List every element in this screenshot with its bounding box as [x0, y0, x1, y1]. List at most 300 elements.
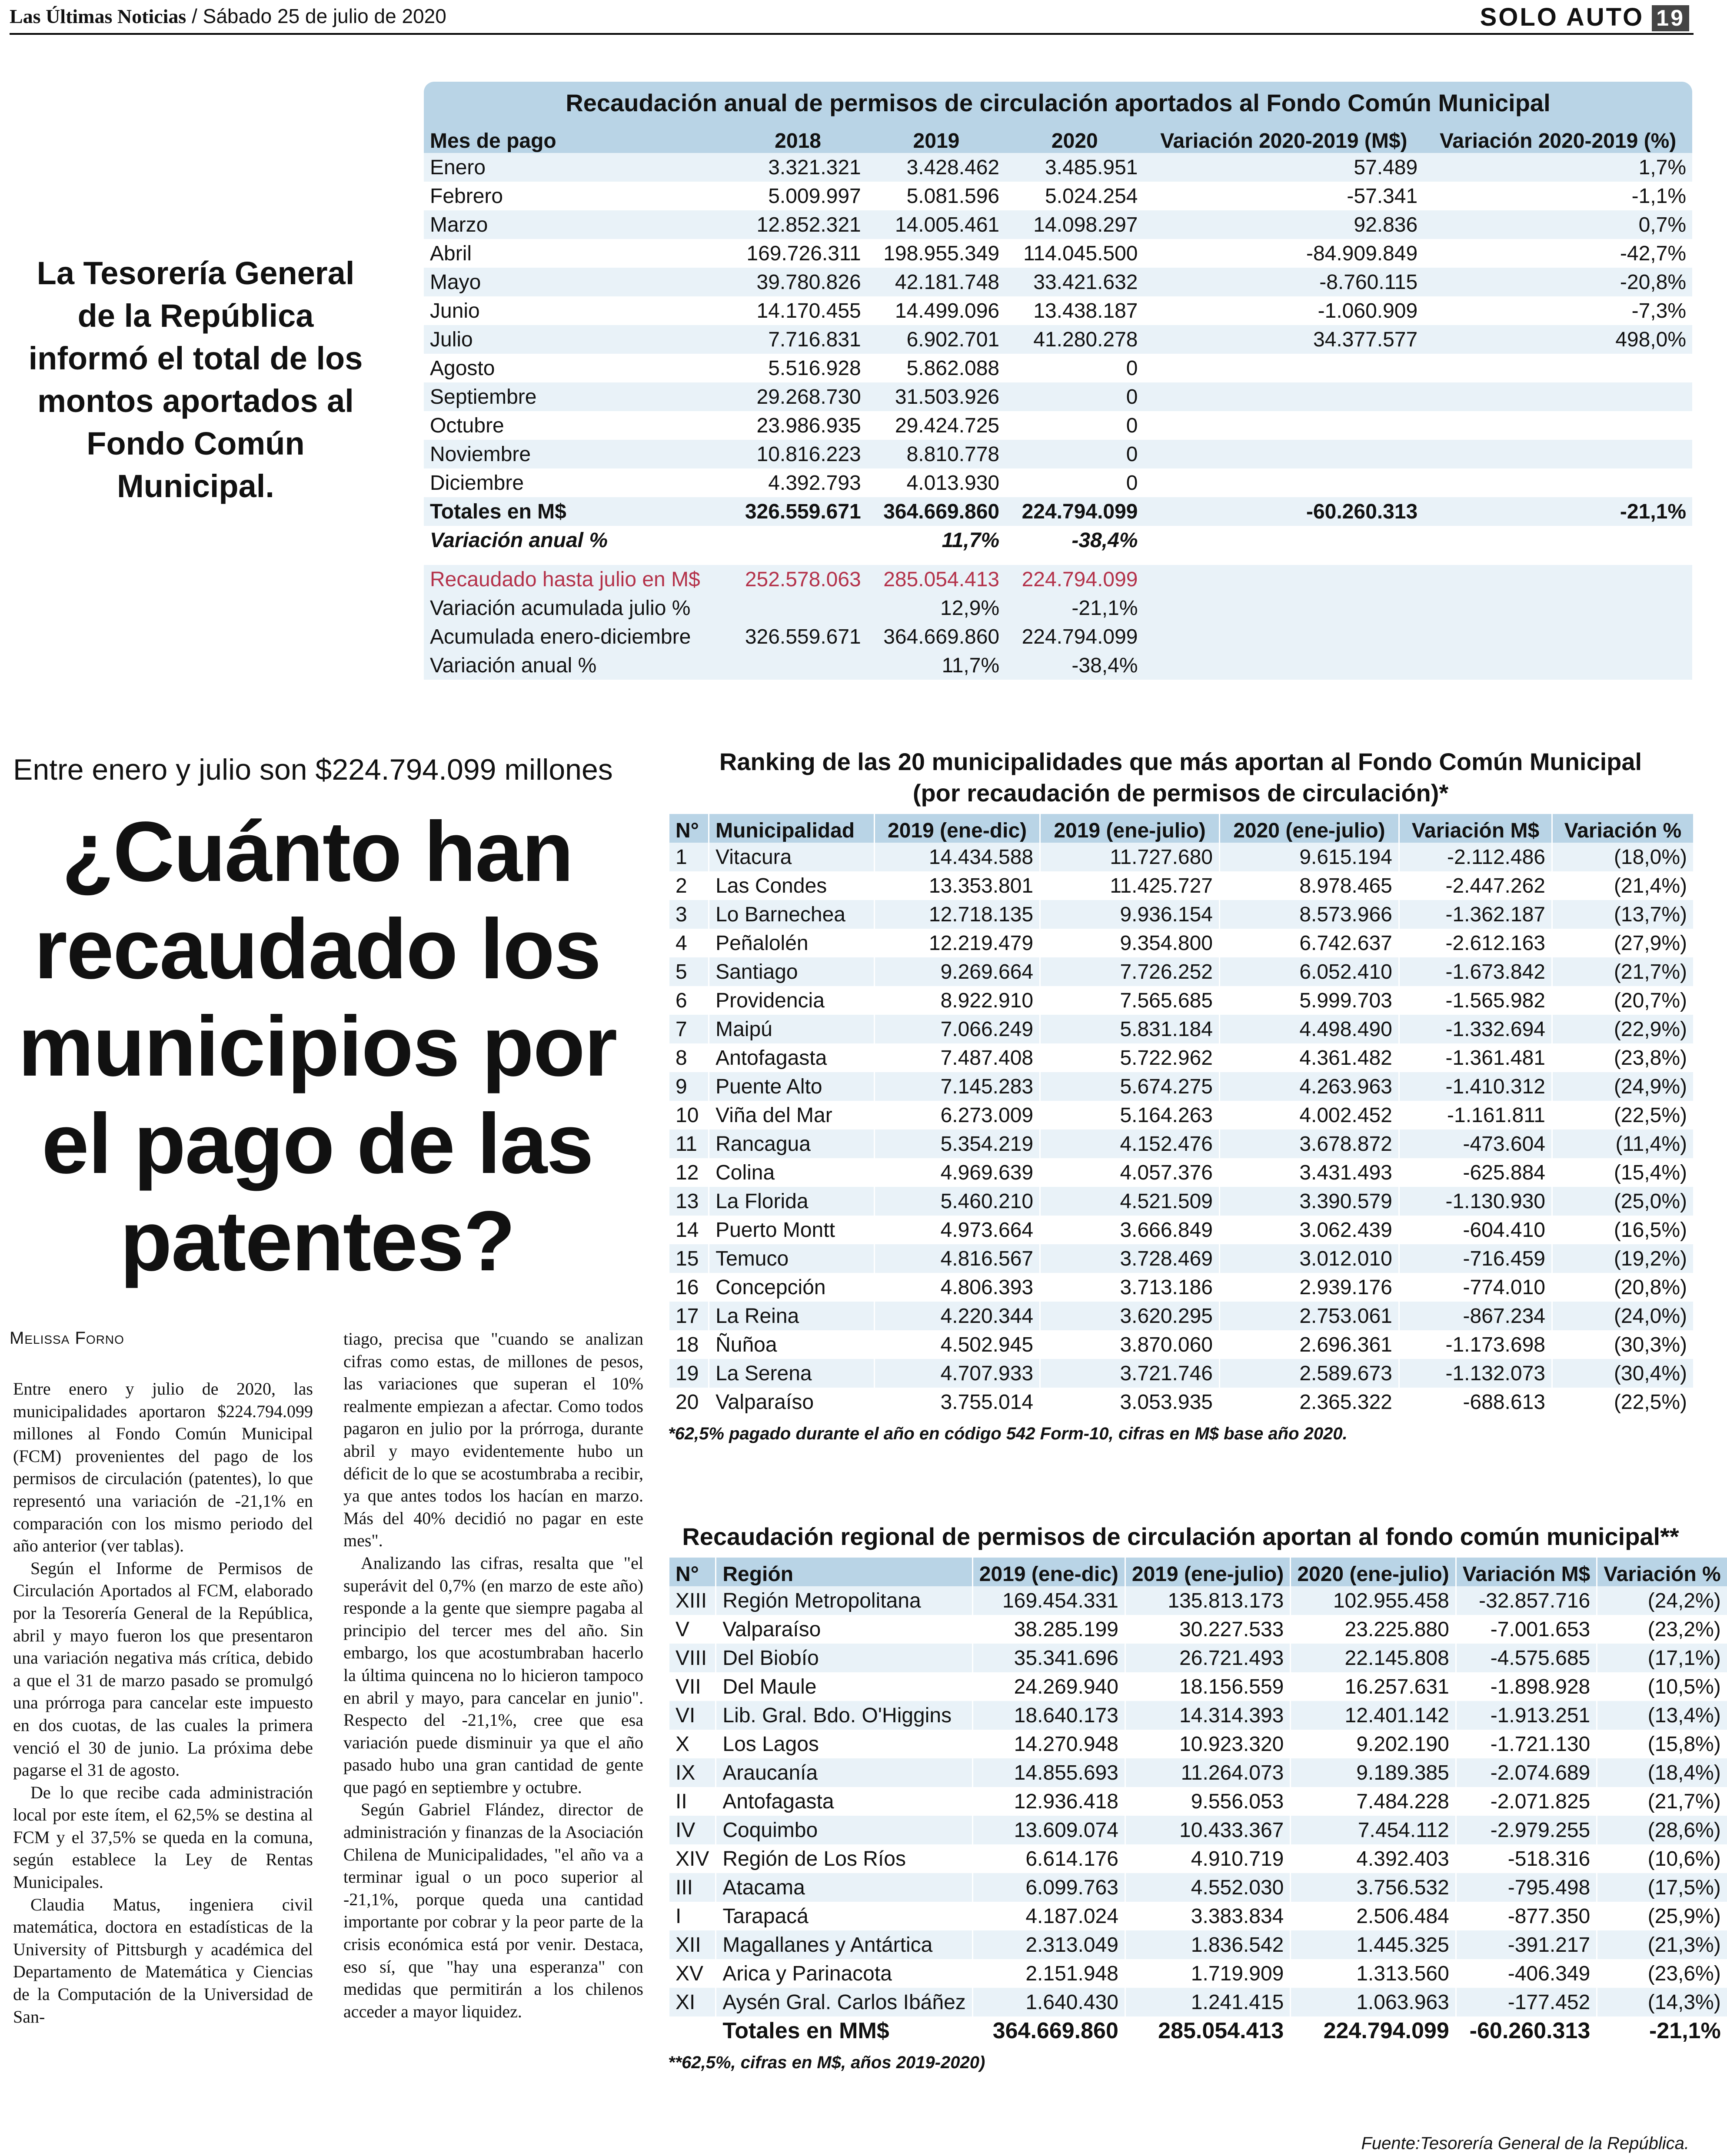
table-row — [669, 1388, 1694, 1416]
table-cell: -867.234 — [1399, 1302, 1552, 1330]
table-cell: Maipú — [709, 1015, 875, 1043]
table-cell: (20,7%) — [1552, 986, 1693, 1015]
table-cell: 114.045.500 — [1005, 239, 1144, 268]
table-row — [669, 1988, 1727, 2016]
table-cell: -21,1% — [1005, 594, 1144, 622]
table-cell: (16,5%) — [1552, 1216, 1693, 1244]
table-row — [669, 1216, 1694, 1244]
table-cell: 5 — [669, 957, 709, 986]
table-cell: 1 — [669, 843, 709, 871]
table-cell — [1144, 382, 1424, 411]
table-cell: VI — [669, 1701, 716, 1730]
table-row — [424, 411, 1692, 440]
article-paragraph: Según el Informe de Permisos de Circulación Aportados al FCM, elaborado por la Tesorería General de la República, abril y mayo fueron los que presentaron una variación negativa más crítica, debido a que el 31 de marzo pasado se promulgó una prórroga para cancelar este impuesto en dos cuotas, de las cuales la primera venció el 30 de junio. La próxima debe pagarse el 31 de agosto. — [13, 1558, 313, 1780]
table-cell: -406.349 — [1456, 1959, 1597, 1988]
table-cell: 102.955.458 — [1291, 1586, 1456, 1615]
table-cell: 24.269.940 — [972, 1672, 1125, 1701]
table-cell: La Florida — [709, 1187, 875, 1216]
table-cell: 31.503.926 — [867, 382, 1005, 411]
table-cell: XII — [669, 1930, 716, 1959]
table-cell: 4.973.664 — [875, 1216, 1040, 1244]
table-cell: 4.187.024 — [972, 1902, 1125, 1930]
table-cell: 22.145.808 — [1291, 1644, 1456, 1672]
table-body — [669, 843, 1694, 1416]
table-cell: Los Lagos — [716, 1730, 972, 1758]
table-cell: -21,1% — [1597, 2016, 1727, 2045]
table-cell: Aysén Gral. Carlos Ibáñez — [716, 1988, 972, 2016]
table-cell: 3.431.493 — [1219, 1158, 1399, 1187]
table-cell: 20 — [669, 1388, 709, 1416]
table-cell: 5.516.928 — [729, 354, 867, 382]
table-cell: 1.719.909 — [1125, 1959, 1290, 1988]
table-cell: (23,6%) — [1597, 1959, 1727, 1988]
table-cell: 12.401.142 — [1291, 1701, 1456, 1730]
table-cell: 224.794.099 — [1005, 497, 1144, 526]
annual-collection-table — [424, 82, 1692, 680]
table-cell: -84.909.849 — [1144, 239, 1424, 268]
table-cell — [1144, 651, 1424, 680]
table-cell: -1.173.698 — [1399, 1330, 1552, 1359]
table-cell — [729, 651, 867, 680]
table-cell: (21,3%) — [1597, 1930, 1727, 1959]
table-cell: 4 — [669, 929, 709, 957]
table-cell: VIII — [669, 1644, 716, 1672]
table-cell: (25,9%) — [1597, 1902, 1727, 1930]
table-row — [669, 1586, 1727, 1615]
table-cell: -2.112.486 — [1399, 843, 1552, 871]
table-cell: 5.024.254 — [1005, 182, 1144, 210]
table-cell: 8.573.966 — [1219, 900, 1399, 929]
table-cell: 4.969.639 — [875, 1158, 1040, 1187]
table-row — [669, 1302, 1694, 1330]
table-cell: 6.902.701 — [867, 325, 1005, 354]
table-cell: V — [669, 1615, 716, 1644]
table-cell: (27,9%) — [1552, 929, 1693, 957]
table-cell: (19,2%) — [1552, 1244, 1693, 1273]
table-cell: 9.615.194 — [1219, 843, 1399, 871]
table-row — [669, 957, 1694, 986]
table-cell: 3.321.321 — [729, 153, 867, 182]
table-cell: 29.268.730 — [729, 382, 867, 411]
table-cell: 498,0% — [1424, 325, 1692, 354]
table-cell: 39.780.826 — [729, 268, 867, 296]
table-cell: 5.460.210 — [875, 1187, 1040, 1216]
column-header: Variación 2020-2019 (M$) — [1144, 124, 1424, 153]
table-cell: 14.314.393 — [1125, 1701, 1290, 1730]
table-cell: Las Condes — [709, 871, 875, 900]
table-cell — [1424, 354, 1692, 382]
table-note: **62,5%, cifras en M$, años 2019-2020) — [668, 2053, 985, 2072]
column-header: 2020 — [1005, 124, 1144, 153]
table-cell: Noviembre — [424, 440, 729, 468]
column-header: Municipalidad — [709, 814, 875, 843]
table-cell: 4.002.452 — [1219, 1101, 1399, 1129]
table-cell: Santiago — [709, 957, 875, 986]
article-paragraph: Entre enero y julio de 2020, las municipalidades aportaron $224.794.099 millones al Fondo Común Municipal (FCM) provenientes del pago de los permisos de circulación (patentes), lo que representó una variación de -21,1% en comparación con los mismo periodo del año anterior (ver tablas). — [13, 1379, 313, 1556]
column-header: N° — [669, 814, 709, 843]
table-cell: 4.502.945 — [875, 1330, 1040, 1359]
table-cell: 1.241.415 — [1125, 1988, 1290, 2016]
table-cell: -32.857.716 — [1456, 1586, 1597, 1615]
table-cell: 34.377.577 — [1144, 325, 1424, 354]
table-cell: 364.669.860 — [972, 2016, 1125, 2045]
table-cell: XIV — [669, 1844, 716, 1873]
table-cell: -1.721.130 — [1456, 1730, 1597, 1758]
table-cell: 4.521.509 — [1040, 1187, 1220, 1216]
table-cell: 4.220.344 — [875, 1302, 1040, 1330]
table-cell: 41.280.278 — [1005, 325, 1144, 354]
table-cell: 3.053.935 — [1040, 1388, 1220, 1416]
table-cell: XV — [669, 1959, 716, 1988]
table-row — [669, 1672, 1727, 1701]
table-cell: -2.447.262 — [1399, 871, 1552, 900]
table-cell: 2.753.061 — [1219, 1302, 1399, 1330]
table-cell: Julio — [424, 325, 729, 354]
table-row — [669, 1844, 1727, 1873]
table-cell — [1144, 526, 1424, 555]
table-cell: Coquimbo — [716, 1816, 972, 1844]
table-cell: 5.354.219 — [875, 1129, 1040, 1158]
table-cell: Octubre — [424, 411, 729, 440]
table-header-row — [424, 124, 1692, 153]
table-cell — [1424, 468, 1692, 497]
table-cell: (22,5%) — [1552, 1101, 1693, 1129]
table-cell: Ñuñoa — [709, 1330, 875, 1359]
table-cell: -2.979.255 — [1456, 1816, 1597, 1844]
table-row — [669, 1930, 1727, 1959]
table-cell: 16 — [669, 1273, 709, 1302]
table-cell: Mayo — [424, 268, 729, 296]
table-cell — [1144, 622, 1424, 651]
table-cell: (10,6%) — [1597, 1844, 1727, 1873]
table-cell — [1144, 440, 1424, 468]
column-header: Variación % — [1552, 814, 1693, 843]
table-cell: 0 — [1005, 382, 1144, 411]
table-cell: 14.098.297 — [1005, 210, 1144, 239]
column-header: N° — [669, 1558, 716, 1586]
byline: Melissa Forno — [10, 1329, 124, 1348]
table-cell: 9.556.053 — [1125, 1787, 1290, 1816]
table-cell — [1144, 411, 1424, 440]
table-cell: Diciembre — [424, 468, 729, 497]
table-row — [424, 440, 1692, 468]
table-cell: 7.454.112 — [1291, 1816, 1456, 1844]
table-cell: Variación anual % — [424, 526, 729, 555]
table-cell: 1.640.430 — [972, 1988, 1125, 2016]
summary-row — [424, 622, 1692, 651]
table-cell: Rancagua — [709, 1129, 875, 1158]
table-cell: 3.755.014 — [875, 1388, 1040, 1416]
table-cell: (24,0%) — [1552, 1302, 1693, 1330]
table-body — [424, 153, 1692, 680]
spacer-cell — [424, 555, 1692, 565]
table-cell: 18 — [669, 1330, 709, 1359]
table-cell: Recaudado hasta julio en M$ — [424, 565, 729, 594]
table-cell: 19 — [669, 1359, 709, 1388]
table-cell: -38,4% — [1005, 651, 1144, 680]
table-cell: -1.362.187 — [1399, 900, 1552, 929]
table-cell: 3.756.532 — [1291, 1873, 1456, 1902]
table-cell: Del Biobío — [716, 1644, 972, 1672]
column-header: 2020 (ene-julio) — [1219, 814, 1399, 843]
table-row — [669, 1072, 1694, 1101]
table-cell — [1424, 565, 1692, 594]
table-cell: 224.794.099 — [1005, 565, 1144, 594]
table-cell: 13.353.801 — [875, 871, 1040, 900]
table-cell: 8.922.910 — [875, 986, 1040, 1015]
table-cell: Variación anual % — [424, 651, 729, 680]
table-cell: 4.707.933 — [875, 1359, 1040, 1388]
table-cell: 285.054.413 — [867, 565, 1005, 594]
table-cell: 12 — [669, 1158, 709, 1187]
table-row — [424, 153, 1692, 182]
publication-date: Sábado 25 de julio de 2020 — [203, 5, 446, 27]
table-cell: I — [669, 1902, 716, 1930]
table-cell: 5.831.184 — [1040, 1015, 1220, 1043]
table-cell: 42.181.748 — [867, 268, 1005, 296]
table-cell: 364.669.860 — [867, 497, 1005, 526]
table-cell — [1424, 411, 1692, 440]
table-cell: VII — [669, 1672, 716, 1701]
table-cell: 1,7% — [1424, 153, 1692, 182]
table-cell: Puente Alto — [709, 1072, 875, 1101]
table-cell: Providencia — [709, 986, 875, 1015]
table-cell: -1.332.694 — [1399, 1015, 1552, 1043]
table-cell: 23.986.935 — [729, 411, 867, 440]
table-cell: 135.813.173 — [1125, 1586, 1290, 1615]
table-cell: Marzo — [424, 210, 729, 239]
table-cell: (30,4%) — [1552, 1359, 1693, 1388]
table-row — [669, 1359, 1694, 1388]
column-header: Región — [716, 1558, 972, 1586]
table-cell: 7.066.249 — [875, 1015, 1040, 1043]
article-paragraph: tiago, precisa que "cuando se analizan cifras como estas, de millones de pesos, las variaciones que superan el 10% realmente empiezan a afectar. Como todos pagaron en julio por la prórroga, durante abril y mayo evidentemente hubo un déficit de lo que se acostumbraba a recibir, ya que antes todos los hacían en marzo. Más del 40% decidió no pagar en este mes". — [343, 1329, 643, 1551]
column-header: Variación % — [1597, 1558, 1727, 1586]
table-cell: 4.263.963 — [1219, 1072, 1399, 1101]
table-cell: XIII — [669, 1586, 716, 1615]
table-cell: Del Maule — [716, 1672, 972, 1701]
table-cell: Temuco — [709, 1244, 875, 1273]
table-cell: -1.673.842 — [1399, 957, 1552, 986]
table-cell: 4.013.930 — [867, 468, 1005, 497]
table-cell: 9.354.800 — [1040, 929, 1220, 957]
table-row — [669, 1244, 1694, 1273]
table-row — [669, 1015, 1694, 1043]
table-cell: -57.341 — [1144, 182, 1424, 210]
table-cell: 15 — [669, 1244, 709, 1273]
table-cell: -2.612.163 — [1399, 929, 1552, 957]
table-cell: 8 — [669, 1043, 709, 1072]
section-name: SOLO AUTO — [1480, 3, 1644, 31]
table-cell — [1424, 526, 1692, 555]
table-cell: -625.884 — [1399, 1158, 1552, 1187]
table-cell: (10,5%) — [1597, 1672, 1727, 1701]
table-cell: 3.012.010 — [1219, 1244, 1399, 1273]
table-cell: 3.721.746 — [1040, 1359, 1220, 1388]
table-row — [424, 325, 1692, 354]
table-cell: 3.713.186 — [1040, 1273, 1220, 1302]
table-cell: -795.498 — [1456, 1873, 1597, 1902]
table-cell: La Serena — [709, 1359, 875, 1388]
table-cell: II — [669, 1787, 716, 1816]
column-header: Variación M$ — [1399, 814, 1552, 843]
table-cell: -391.217 — [1456, 1930, 1597, 1959]
table-cell: 2.939.176 — [1219, 1273, 1399, 1302]
table-cell: 4.392.403 — [1291, 1844, 1456, 1873]
table-cell: -177.452 — [1456, 1988, 1597, 2016]
table-cell: (28,6%) — [1597, 1816, 1727, 1844]
table-cell: 5.862.088 — [867, 354, 1005, 382]
table-cell: 12.852.321 — [729, 210, 867, 239]
table-cell: (24,2%) — [1597, 1586, 1727, 1615]
table-row — [669, 1273, 1694, 1302]
table-cell: Peñalolén — [709, 929, 875, 957]
table-cell: -38,4% — [1005, 526, 1144, 555]
table-row — [669, 900, 1694, 929]
table-cell: 1.063.963 — [1291, 1988, 1456, 2016]
table-cell: Septiembre — [424, 382, 729, 411]
table-cell: 7 — [669, 1015, 709, 1043]
table-cell: Febrero — [424, 182, 729, 210]
summary-row — [424, 651, 1692, 680]
table-cell: (21,7%) — [1597, 1787, 1727, 1816]
table-cell: 4.910.719 — [1125, 1844, 1290, 1873]
column-header: Variación M$ — [1456, 1558, 1597, 1586]
column-header: 2019 (ene-dic) — [875, 814, 1040, 843]
table-cell: 29.424.725 — [867, 411, 1005, 440]
table-cell: 33.421.632 — [1005, 268, 1144, 296]
table-cell: -7,3% — [1424, 296, 1692, 325]
table-cell: -473.604 — [1399, 1129, 1552, 1158]
table-row — [669, 1644, 1727, 1672]
table-cell: Junio — [424, 296, 729, 325]
table-row — [424, 382, 1692, 411]
table-cell: -1.161.811 — [1399, 1101, 1552, 1129]
table-cell: -688.613 — [1399, 1388, 1552, 1416]
column-header: Variación 2020-2019 (%) — [1424, 124, 1692, 153]
table-row — [669, 1787, 1727, 1816]
table-cell: XI — [669, 1988, 716, 2016]
article-paragraph: De lo que recibe cada administración local por este ítem, el 62,5% se destina al FCM y el 37,5% se queda en la comuna, según establece la Ley de Rentas Municipales. — [13, 1782, 313, 1892]
table-cell: 169.454.331 — [972, 1586, 1125, 1615]
table-cell: -60.260.313 — [1144, 497, 1424, 526]
table-cell: -774.010 — [1399, 1273, 1552, 1302]
article-paragraph: Según Gabriel Flández, director de administración y finanzas de la Asociación Chilena de Municipalidades, "el año va a terminar igual o un poco superior al -21,1%, porque queda una cantidad importante por cobrar y la peor parte de la crisis económica está por venir. Destaca, eso sí, que "hay una esperanza" con medidas que permitirán a los chilenos acceder a mayor liquidez. — [343, 1800, 643, 2021]
summary-row — [424, 565, 1692, 594]
table-cell: 11.425.727 — [1040, 871, 1220, 900]
table-cell: (14,3%) — [1597, 1988, 1727, 2016]
column-header: 2019 (ene-dic) — [972, 1558, 1125, 1586]
table-cell: -60.260.313 — [1456, 2016, 1597, 2045]
table-cell: 8.810.778 — [867, 440, 1005, 468]
table-cell: 18.640.173 — [972, 1701, 1125, 1730]
table-row — [669, 1129, 1694, 1158]
table-cell — [1424, 651, 1692, 680]
table-cell: -1.913.251 — [1456, 1701, 1597, 1730]
table-cell: Viña del Mar — [709, 1101, 875, 1129]
table-cell: 7.716.831 — [729, 325, 867, 354]
table-cell: (15,4%) — [1552, 1158, 1693, 1187]
table-cell — [729, 526, 867, 555]
table-cell: 326.559.671 — [729, 497, 867, 526]
table-cell: -518.316 — [1456, 1844, 1597, 1873]
article-column-2 — [343, 1328, 643, 2023]
table-cell: 252.578.063 — [729, 565, 867, 594]
table-cell: -4.575.685 — [1456, 1644, 1597, 1672]
table-cell: 7.484.228 — [1291, 1787, 1456, 1816]
table-cell: 11 — [669, 1129, 709, 1158]
table-cell: 0,7% — [1424, 210, 1692, 239]
table-cell: 12.219.479 — [875, 929, 1040, 957]
table-cell: (24,9%) — [1552, 1072, 1693, 1101]
table-cell: (22,9%) — [1552, 1015, 1693, 1043]
table-row — [424, 468, 1692, 497]
table-cell: 7.565.685 — [1040, 986, 1220, 1015]
table-row — [669, 1873, 1727, 1902]
table-row — [669, 1101, 1694, 1129]
regional-table — [668, 1516, 1721, 2073]
table-cell: Lib. Gral. Bdo. O'Higgins — [716, 1701, 972, 1730]
table-cell: Antofagasta — [716, 1787, 972, 1816]
table-cell: Magallanes y Antártica — [716, 1930, 972, 1959]
table-cell: Abril — [424, 239, 729, 268]
table-cell — [1424, 440, 1692, 468]
table-cell: (25,0%) — [1552, 1187, 1693, 1216]
table-cell: -21,1% — [1424, 497, 1692, 526]
table-cell: (20,8%) — [1552, 1273, 1693, 1302]
table-row — [669, 1043, 1694, 1072]
table-cell — [1424, 382, 1692, 411]
column-header: 2020 (ene-julio) — [1291, 1558, 1456, 1586]
table-cell: Acumulada enero-diciembre — [424, 622, 729, 651]
table-row — [424, 239, 1692, 268]
table-cell: -1,1% — [1424, 182, 1692, 210]
table-cell: 2.365.322 — [1219, 1388, 1399, 1416]
table-row — [424, 210, 1692, 239]
table-cell: 9.189.385 — [1291, 1758, 1456, 1787]
table-row — [669, 986, 1694, 1015]
table-cell: -1.410.312 — [1399, 1072, 1552, 1101]
table-cell: -1.565.982 — [1399, 986, 1552, 1015]
table-cell: 12.718.135 — [875, 900, 1040, 929]
table-cell: -1.130.930 — [1399, 1187, 1552, 1216]
table-cell: 13 — [669, 1187, 709, 1216]
article-kicker: Entre enero y julio son $224.794.099 millones — [13, 753, 613, 786]
table-cell: 6.099.763 — [972, 1873, 1125, 1902]
table-title-line-1: Ranking de las 20 municipalidades que más aportan al Fondo Común Municipal — [719, 748, 1642, 775]
table-cell: Araucanía — [716, 1758, 972, 1787]
table-cell: 6.742.637 — [1219, 929, 1399, 957]
table-row — [669, 843, 1694, 871]
table-cell: -1.060.909 — [1144, 296, 1424, 325]
annual-variation-row — [424, 526, 1692, 555]
table-cell — [729, 594, 867, 622]
table-cell: 3.390.579 — [1219, 1187, 1399, 1216]
table-cell: 10.433.367 — [1125, 1816, 1290, 1844]
table-cell — [1144, 354, 1424, 382]
table-cell: 4.152.476 — [1040, 1129, 1220, 1158]
table-cell: 0 — [1005, 440, 1144, 468]
table-cell: 4.057.376 — [1040, 1158, 1220, 1187]
table-cell: Vitacura — [709, 843, 875, 871]
table-cell: 326.559.671 — [729, 622, 867, 651]
table-cell: 2.151.948 — [972, 1959, 1125, 1988]
table-cell: (18,0%) — [1552, 843, 1693, 871]
table-cell: 5.674.275 — [1040, 1072, 1220, 1101]
table-cell: 12,9% — [867, 594, 1005, 622]
table-cell: 2.589.673 — [1219, 1359, 1399, 1388]
table-row — [424, 296, 1692, 325]
